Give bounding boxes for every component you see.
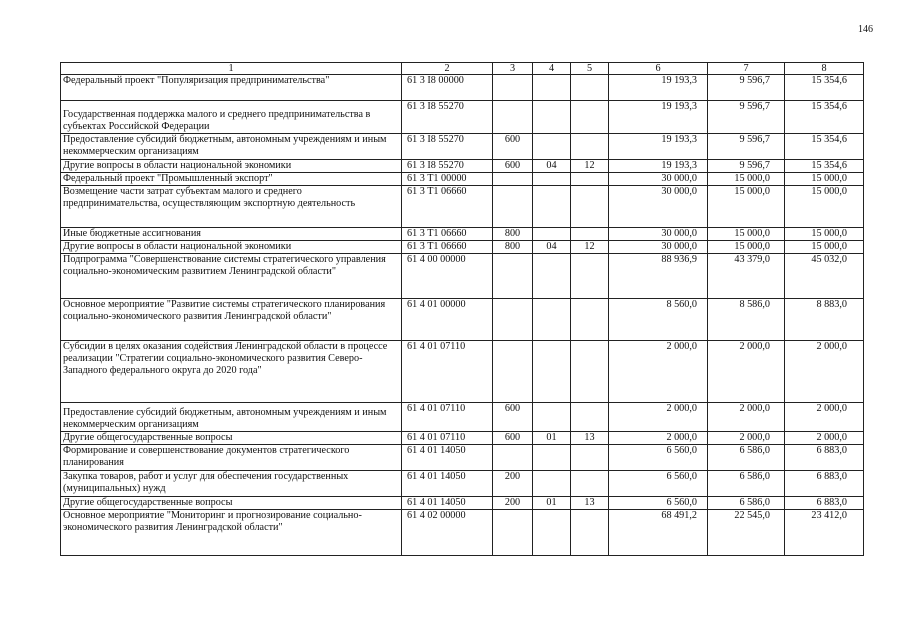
- table-row: [61, 497, 864, 510]
- row-rz: [533, 134, 571, 160]
- row-code: 61 3 I8 00000: [402, 75, 493, 101]
- table-row: [61, 445, 864, 471]
- header-row: [61, 63, 864, 75]
- row-value-6: 19 193,3: [609, 134, 708, 160]
- row-value-6: 2 000,0: [609, 403, 708, 432]
- row-value-6: 2 000,0: [609, 432, 708, 445]
- row-value-7: 9 596,7: [708, 75, 785, 101]
- row-value-6: 6 560,0: [609, 497, 708, 510]
- row-name: Субсидии в целях оказания содействия Ленинградской области в процессе реализации "Стратегии социально-экономического развития Северо-Западного федерального округа до 2020 года": [61, 341, 402, 403]
- row-code: 61 3 I8 55270: [402, 160, 493, 173]
- row-value-8: 6 883,0: [785, 471, 864, 497]
- row-pr: [571, 471, 609, 497]
- row-code: 61 3 I8 55270: [402, 134, 493, 160]
- row-name: Подпрограмма "Совершенствование системы стратегического управления социально-экономическим развитием Ленинградской области": [61, 254, 402, 299]
- row-name: Другие вопросы в области национальной экономики: [61, 160, 402, 173]
- row-code: 61 4 02 00000: [402, 510, 493, 556]
- row-value-7: 2 000,0: [708, 432, 785, 445]
- row-pr: [571, 445, 609, 471]
- row-value-6: 19 193,3: [609, 75, 708, 101]
- row-rz: [533, 75, 571, 101]
- table-row: [61, 186, 864, 228]
- row-name: Основное мероприятие "Мониторинг и прогнозирование социально-экономического развития Ленинградской области": [61, 510, 402, 556]
- row-pr: 12: [571, 241, 609, 254]
- budget-table: [60, 62, 864, 556]
- row-rz: 04: [533, 160, 571, 173]
- row-pr: [571, 341, 609, 403]
- row-code: 61 4 01 14050: [402, 471, 493, 497]
- row-pr: [571, 228, 609, 241]
- row-name: Формирование и совершенствование документов стратегического планирования: [61, 445, 402, 471]
- row-vr: 800: [493, 228, 533, 241]
- row-value-7: 9 596,7: [708, 160, 785, 173]
- row-value-7: 8 586,0: [708, 299, 785, 341]
- row-pr: 13: [571, 432, 609, 445]
- row-rz: [533, 510, 571, 556]
- row-pr: [571, 173, 609, 186]
- row-name: Другие общегосударственные вопросы: [61, 432, 402, 445]
- row-value-6: 88 936,9: [609, 254, 708, 299]
- row-vr: 200: [493, 497, 533, 510]
- row-vr: [493, 341, 533, 403]
- row-pr: [571, 299, 609, 341]
- table-row: [61, 173, 864, 186]
- row-value-8: 15 000,0: [785, 241, 864, 254]
- row-value-8: 15 354,6: [785, 101, 864, 134]
- row-pr: [571, 75, 609, 101]
- row-vr: [493, 173, 533, 186]
- row-value-7: 22 545,0: [708, 510, 785, 556]
- row-value-8: 8 883,0: [785, 299, 864, 341]
- table-row: [61, 101, 864, 134]
- table-row: [61, 432, 864, 445]
- row-pr: [571, 101, 609, 134]
- row-value-7: 43 379,0: [708, 254, 785, 299]
- row-name: Федеральный проект "Промышленный экспорт": [61, 173, 402, 186]
- row-vr: [493, 299, 533, 341]
- row-value-6: 8 560,0: [609, 299, 708, 341]
- row-pr: [571, 254, 609, 299]
- row-value-7: 2 000,0: [708, 341, 785, 403]
- row-rz: [533, 254, 571, 299]
- table-row: [61, 134, 864, 160]
- page-number: 146: [858, 24, 873, 35]
- row-rz: [533, 173, 571, 186]
- row-vr: 800: [493, 241, 533, 254]
- row-value-7: 6 586,0: [708, 471, 785, 497]
- row-code: 61 3 T1 00000: [402, 173, 493, 186]
- row-value-8: 15 354,6: [785, 134, 864, 160]
- row-name: Предоставление субсидий бюджетным, автономным учреждениям и иным некоммерческим организациям: [61, 134, 402, 160]
- row-value-6: 19 193,3: [609, 160, 708, 173]
- row-name: Другие вопросы в области национальной экономики: [61, 241, 402, 254]
- header-cell: 4: [533, 63, 571, 75]
- row-value-8: 15 354,6: [785, 75, 864, 101]
- table-row: [61, 160, 864, 173]
- row-vr: [493, 510, 533, 556]
- row-name: Закупка товаров, работ и услуг для обеспечения государственных (муниципальных) нужд: [61, 471, 402, 497]
- row-pr: [571, 403, 609, 432]
- row-rz: 01: [533, 432, 571, 445]
- row-pr: [571, 510, 609, 556]
- row-value-8: 15 000,0: [785, 173, 864, 186]
- row-name: Государственная поддержка малого и среднего предпринимательства в субъектах Российской Федерации: [61, 101, 402, 134]
- table-row: [61, 228, 864, 241]
- row-rz: [533, 445, 571, 471]
- row-pr: [571, 134, 609, 160]
- header-cell: 8: [785, 63, 864, 75]
- table-row: [61, 341, 864, 403]
- row-name: Федеральный проект "Популяризация предпринимательства": [61, 75, 402, 101]
- header-cell: 7: [708, 63, 785, 75]
- row-pr: [571, 186, 609, 228]
- row-value-6: 19 193,3: [609, 101, 708, 134]
- row-vr: 600: [493, 403, 533, 432]
- row-vr: 600: [493, 160, 533, 173]
- row-value-7: 15 000,0: [708, 241, 785, 254]
- row-name: Иные бюджетные ассигнования: [61, 228, 402, 241]
- row-rz: [533, 341, 571, 403]
- row-value-7: 15 000,0: [708, 173, 785, 186]
- row-rz: [533, 403, 571, 432]
- row-value-8: 2 000,0: [785, 403, 864, 432]
- row-value-6: 2 000,0: [609, 341, 708, 403]
- header-cell: 6: [609, 63, 708, 75]
- row-rz: 04: [533, 241, 571, 254]
- table-row: [61, 75, 864, 101]
- row-value-7: 6 586,0: [708, 497, 785, 510]
- row-vr: [493, 254, 533, 299]
- row-value-8: 6 883,0: [785, 445, 864, 471]
- row-pr: 12: [571, 160, 609, 173]
- header-cell: 2: [402, 63, 493, 75]
- row-vr: 600: [493, 432, 533, 445]
- row-value-7: 15 000,0: [708, 186, 785, 228]
- row-code: 61 4 00 00000: [402, 254, 493, 299]
- row-name: Предоставление субсидий бюджетным, автономным учреждениям и иным некоммерческим организациям: [61, 403, 402, 432]
- header-cell: 3: [493, 63, 533, 75]
- row-code: 61 4 01 00000: [402, 299, 493, 341]
- row-code: 61 3 T1 06660: [402, 186, 493, 228]
- row-value-8: 15 000,0: [785, 228, 864, 241]
- table-row: [61, 471, 864, 497]
- row-vr: [493, 186, 533, 228]
- table-row: [61, 510, 864, 556]
- row-name: Основное мероприятие "Развитие системы стратегического планирования социально-экономического развития Ленинградской области": [61, 299, 402, 341]
- table-row: [61, 254, 864, 299]
- row-code: 61 4 01 14050: [402, 445, 493, 471]
- row-value-8: 23 412,0: [785, 510, 864, 556]
- row-rz: 01: [533, 497, 571, 510]
- row-rz: [533, 471, 571, 497]
- table-row: [61, 299, 864, 341]
- row-value-7: 9 596,7: [708, 134, 785, 160]
- row-value-6: 30 000,0: [609, 186, 708, 228]
- row-pr: 13: [571, 497, 609, 510]
- row-value-8: 15 354,6: [785, 160, 864, 173]
- row-value-6: 30 000,0: [609, 241, 708, 254]
- row-name: Другие общегосударственные вопросы: [61, 497, 402, 510]
- row-value-8: 2 000,0: [785, 341, 864, 403]
- row-rz: [533, 101, 571, 134]
- row-code: 61 4 01 07110: [402, 341, 493, 403]
- row-value-8: 15 000,0: [785, 186, 864, 228]
- row-rz: [533, 186, 571, 228]
- row-rz: [533, 228, 571, 241]
- row-code: 61 4 01 14050: [402, 497, 493, 510]
- row-value-6: 30 000,0: [609, 228, 708, 241]
- row-value-7: 2 000,0: [708, 403, 785, 432]
- table-row: [61, 241, 864, 254]
- row-code: 61 3 T1 06660: [402, 241, 493, 254]
- row-code: 61 3 T1 06660: [402, 228, 493, 241]
- row-value-6: 6 560,0: [609, 445, 708, 471]
- row-value-8: 2 000,0: [785, 432, 864, 445]
- row-vr: 200: [493, 471, 533, 497]
- row-value-8: 6 883,0: [785, 497, 864, 510]
- row-value-7: 9 596,7: [708, 101, 785, 134]
- row-code: 61 4 01 07110: [402, 403, 493, 432]
- row-vr: [493, 101, 533, 134]
- header-cell: 5: [571, 63, 609, 75]
- row-value-6: 6 560,0: [609, 471, 708, 497]
- row-value-8: 45 032,0: [785, 254, 864, 299]
- table-row: [61, 403, 864, 432]
- row-name: Возмещение части затрат субъектам малого и среднего предпринимательства, осуществляющим экспортную деятельность: [61, 186, 402, 228]
- row-value-7: 6 586,0: [708, 445, 785, 471]
- row-code: 61 3 I8 55270: [402, 101, 493, 134]
- row-vr: [493, 75, 533, 101]
- row-code: 61 4 01 07110: [402, 432, 493, 445]
- header-cell: 1: [61, 63, 402, 75]
- row-value-6: 68 491,2: [609, 510, 708, 556]
- row-vr: 600: [493, 134, 533, 160]
- row-value-7: 15 000,0: [708, 228, 785, 241]
- row-value-6: 30 000,0: [609, 173, 708, 186]
- row-vr: [493, 445, 533, 471]
- row-rz: [533, 299, 571, 341]
